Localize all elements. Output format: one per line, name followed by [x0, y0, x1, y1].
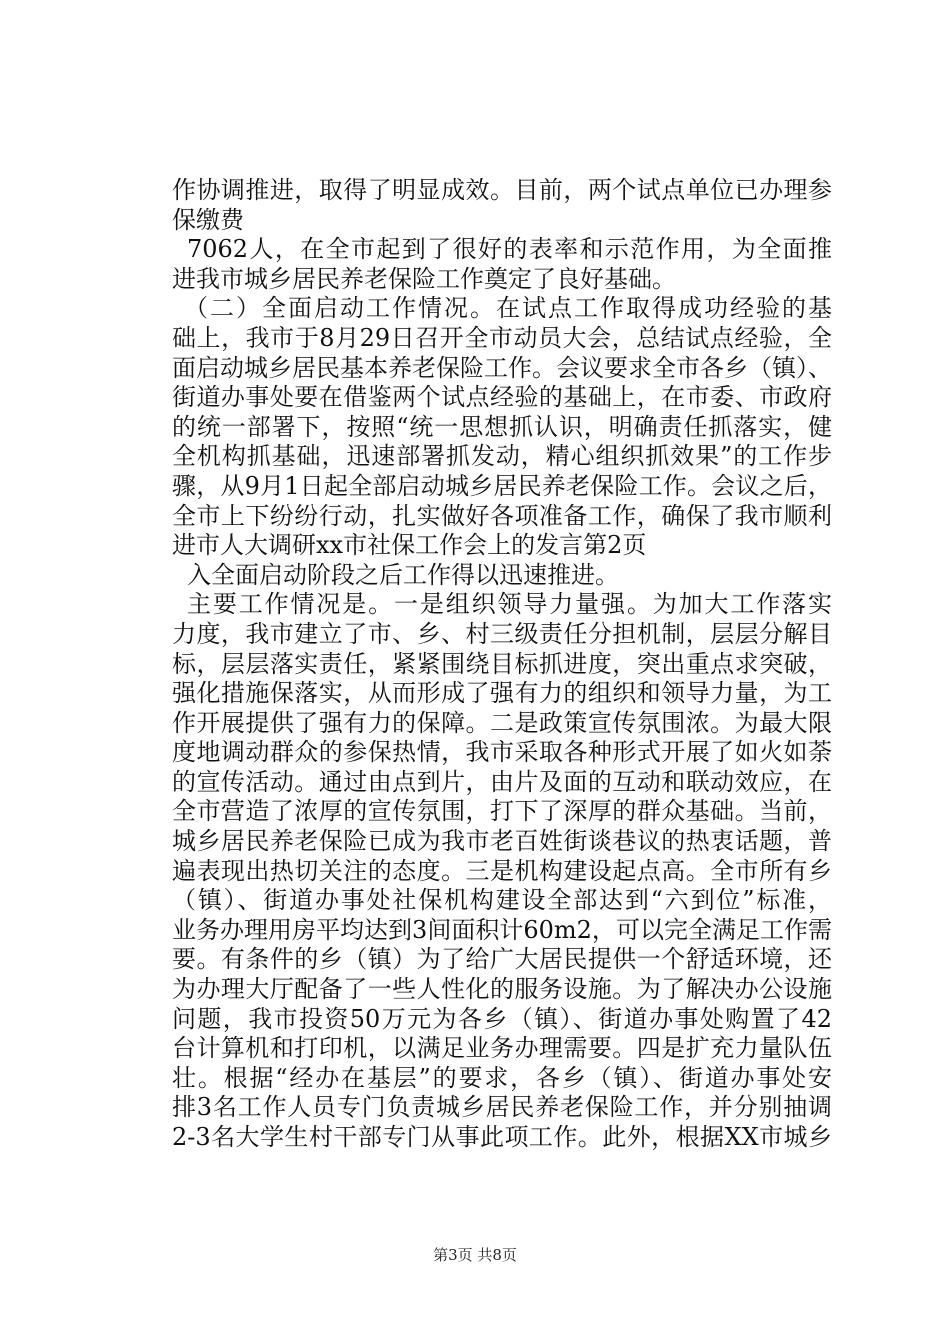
text-line: 业务办理用房平均达到3间面积计60m2，可以完全满足工作需: [172, 915, 832, 944]
text-line: 标，层层落实责任，紧紧围绕目标抓进度，突出重点求突破，: [172, 649, 832, 678]
text-line: 保缴费: [172, 205, 244, 234]
text-line: 主要工作情况是。一是组织领导力量强。为加大工作落实: [187, 590, 832, 619]
text-line: 城乡居民养老保险已成为我市老百姓街谈巷议的热衷话题，普: [172, 827, 832, 856]
text-line: 要。有条件的乡（镇）为了给广大居民提供一个舒适环境，还: [172, 945, 832, 974]
text-line: 为办理大厅配备了一些人性化的服务设施。为了解决办公设施: [172, 975, 832, 1004]
text-line: 全市营造了浓厚的宣传氛围，打下了深厚的群众基础。当前，: [172, 797, 832, 826]
text-line: 遍表现出热切关注的态度。三是机构建设起点高。全市所有乡: [172, 856, 832, 885]
text-line: 进市人大调研xx市社保工作会上的发言第2页: [172, 531, 647, 560]
text-line: 的统一部署下，按照“统一思想抓认识，明确责任抓落实，健: [172, 412, 832, 441]
text-line: 7062人，在全市起到了很好的表率和示范作用，为全面推: [187, 235, 832, 264]
text-line: 骤，从9月1日起全部启动城乡居民养老保险工作。会议之后，: [172, 471, 832, 500]
text-line: 度地调动群众的参保热情，我市采取各种形式开展了如火如荼: [172, 738, 832, 767]
text-line: 作开展提供了强有力的保障。二是政策宣传氛围浓。为最大限: [172, 708, 832, 737]
text-line: 壮。根据“经办在基层”的要求，各乡（镇）、街道办事处安: [172, 1063, 832, 1092]
text-line: 排3名工作人员专门负责城乡居民养老保险工作，并分别抽调: [172, 1093, 832, 1122]
page-footer: [0, 1245, 950, 1265]
text-line: 进我市城乡居民养老保险工作奠定了良好基础。: [172, 264, 676, 293]
text-line: 的宣传活动。通过由点到片，由片及面的互动和联动效应，在: [172, 767, 832, 796]
text-line: 2-3名大学生村干部专门从事此项工作。此外，根据XX市城乡: [172, 1123, 832, 1151]
text-line: 强化措施保落实，从而形成了强有力的组织和领导力量，为工: [172, 679, 832, 708]
text-line: 街道办事处要在借鉴两个试点经验的基础上，在市委、市政府: [172, 383, 832, 412]
text-line: 作协调推进，取得了明显成效。目前，两个试点单位已办理参: [172, 176, 832, 204]
text-line: 问题，我市投资50万元为各乡（镇）、街道办事处购置了42: [172, 1004, 832, 1033]
text-line: 全市上下纷纷行动，扎实做好各项准备工作，确保了我市顺利: [172, 501, 832, 530]
text-line: 力度，我市建立了市、乡、村三级责任分担机制，层层分解目: [172, 619, 832, 648]
text-line: （二）全面启动工作情况。在试点工作取得成功经验的基: [184, 294, 832, 323]
page-number-label: 第3页 共8页: [433, 1246, 517, 1264]
document-body: [172, 176, 832, 1153]
text-line: 台计算机和打印机，以满足业务办理需要。四是扩充力量队伍: [172, 1034, 832, 1063]
text-line: 入全面启动阶段之后工作得以迅速推进。: [187, 560, 619, 589]
text-line: 全机构抓基础，迅速部署抓发动，精心组织抓效果”的工作步: [172, 442, 832, 471]
text-line: （镇）、街道办事处社保机构建设全部达到“六到位”标准，: [172, 886, 832, 915]
text-line: 础上，我市于8月29日召开全市动员大会，总结试点经验，全: [172, 323, 832, 352]
text-line: 面启动城乡居民基本养老保险工作。会议要求全市各乡（镇）、: [172, 353, 832, 382]
